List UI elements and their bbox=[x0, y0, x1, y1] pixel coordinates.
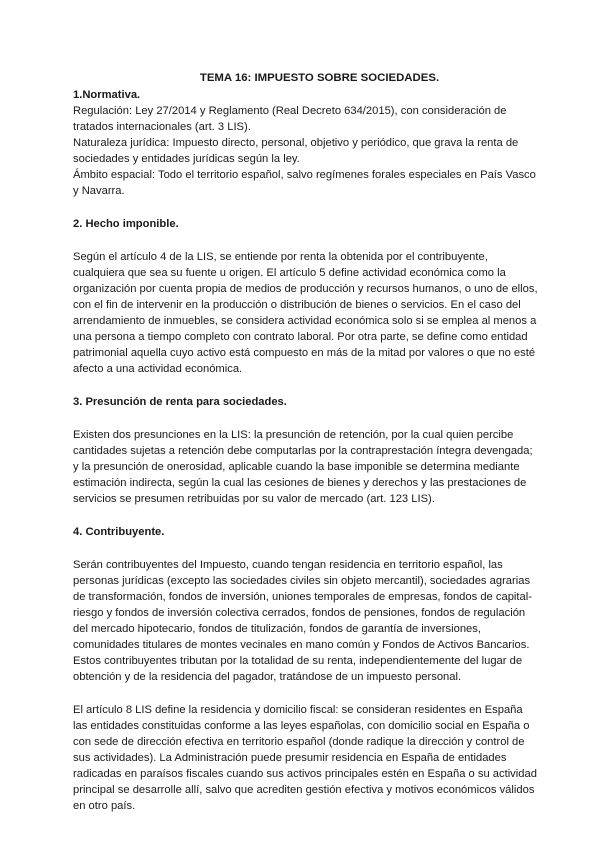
spacer bbox=[73, 232, 538, 249]
paragraph: Ámbito espacial: Todo el territorio español, salvo regímenes forales especiales en País Vasco y Navarra. bbox=[73, 169, 536, 197]
section-heading: 3. Presunción de renta para sociedades. bbox=[73, 396, 287, 408]
document-page bbox=[73, 70, 538, 814]
spacer bbox=[73, 507, 538, 524]
spacer bbox=[73, 377, 538, 394]
paragraph: Existen dos presunciones en la LIS: la presunción de retención, por la cual quien percibe cantidades sujetas a retención debe computarlas por la contraprestación íntegra devengada; y la presunción de onerosidad, aplicable cuando la base imponible se determina mediante estimación indirecta, según la cual las cesiones de bienes y derechos y las prestaciones de servicios se presumen retribuidas por su valor de mercado (art. 123 LIS). bbox=[73, 429, 533, 505]
section-hecho-imponible bbox=[73, 216, 538, 377]
paragraph: Regulación: Ley 27/2014 y Reglamento (Real Decreto 634/2015), con consideración de tratados internacionales (art. 3 LIS). bbox=[73, 105, 507, 133]
section-presuncion-renta bbox=[73, 394, 538, 507]
section-heading: 2. Hecho imponible. bbox=[73, 218, 179, 230]
spacer bbox=[73, 685, 538, 702]
spacer bbox=[73, 199, 538, 216]
section-contribuyente bbox=[73, 524, 538, 814]
section-heading: 1.Normativa. bbox=[73, 89, 141, 101]
section-normativa bbox=[73, 87, 538, 199]
spacer bbox=[73, 540, 538, 557]
document-title: TEMA 16: IMPUESTO SOBRE SOCIEDADES. bbox=[199, 72, 440, 84]
paragraph: El artículo 8 LIS define la residencia y domicilio fiscal: se consideran residentes en España las entidades constituidas conforme a las leyes españolas, con domicilio social en España o con sede de dirección efectiva en territorio español (donde radique la dirección y control de sus actividades). La Administración puede presumir residencia en España de entidades radicadas en paraísos fiscales cuando sus activos principales estén en España o su actividad principal se desarrolle allí, salvo que acrediten gestión efectiva y motivos económicos válidos en otro país. bbox=[73, 704, 537, 812]
paragraph: Naturaleza jurídica: Impuesto directo, personal, objetivo y periódico, que grava la renta de sociedades y entidades jurídicas según la ley. bbox=[73, 137, 519, 165]
section-heading: 4. Contribuyente. bbox=[73, 526, 165, 538]
paragraph: Según el artículo 4 de la LIS, se entiende por renta la obtenida por el contribuyente, cualquiera que sea su fuente u origen. El artículo 5 define actividad económica como la organización por cuenta propia de medios de producción y recursos humanos, o uno de ellos, con el fin de intervenir en la producción o distribución de bienes o servicios. En el caso del arrendamiento de inmuebles, se considera actividad económica solo si se emplea al menos a una persona a tiempo completo con contrato laboral. Por otra parte, se define como entidad patrimonial aquella cuyo activo está compuesto en más de la mitad por valores o que no esté afecto a una actividad económica. bbox=[73, 251, 538, 375]
spacer bbox=[73, 410, 538, 427]
paragraph: Serán contribuyentes del Impuesto, cuando tengan residencia en territorio español, las personas jurídicas (excepto las sociedades civiles sin objeto mercantil), sociedades agrarias de transformación, fondos de inversión, uniones temporales de empresas, fondos de capital-riesgo y fondos de inversión colectiva cerrados, fondos de pensiones, fondos de regulación del mercado hipotecario, fondos de titulización, fondos de garantía de inversiones, comunidades titulares de montes vecinales en mano común y Fondos de Activos Bancarios. Estos contribuyentes tributan por la totalidad de su renta, independientemente del lugar de obtención y de la residencia del pagador, tratándose de un impuesto personal. bbox=[73, 559, 532, 683]
